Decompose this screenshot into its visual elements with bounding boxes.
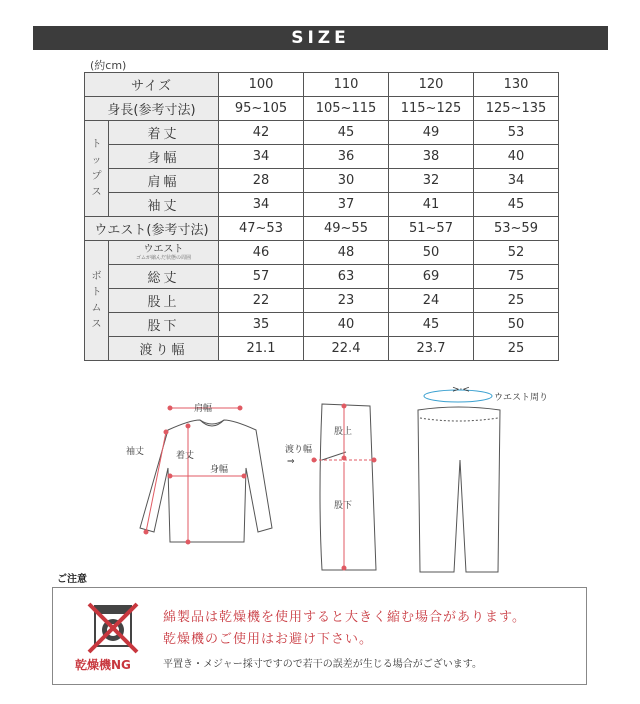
header-size-label: サイズ [85,73,219,97]
table-cell: 50 [474,313,559,337]
table-row [85,337,559,361]
waist-around-label: ウエスト周り [494,393,549,403]
table-cell: 53~59 [474,217,559,241]
row-label: 身幅 [109,145,219,169]
row-label: 渡り幅 [109,337,219,361]
table-row [85,313,559,337]
table-cell: 35 [219,313,304,337]
notice-title: ご注意 [57,574,87,585]
table-cell: 49~55 [304,217,389,241]
size-col: 130 [474,73,559,97]
notice-box [52,587,587,685]
size-col: 120 [389,73,474,97]
table-cell: 37 [304,193,389,217]
row-label: 総丈 [109,265,219,289]
leggings-illustration [418,390,500,572]
table-row [85,97,559,121]
table-cell: 40 [474,145,559,169]
table-cell: 41 [389,193,474,217]
table-cell: 25 [474,289,559,313]
table-cell: 105~115 [304,97,389,121]
rise-label: 股上 [334,427,353,437]
table-cell: 53 [474,121,559,145]
measurement-diagram [0,380,640,580]
shoulder-label: 肩幅 [194,404,213,414]
notice-line-2: 乾燥機のご使用はお避け下さい。 [163,632,374,647]
size-col: 100 [219,73,304,97]
bottoms-section-text: ボトムス [91,270,102,330]
table-row [85,73,559,97]
row-label: 着丈 [109,121,219,145]
table-cell: 52 [474,241,559,265]
table-row [85,145,559,169]
tops-section-label [85,121,109,217]
notice-line-1: 綿製品は乾燥機を使用すると大きく縮む場合があります。 [163,610,526,625]
ng-label: 乾燥機NG [75,658,131,672]
table-cell: 48 [304,241,389,265]
table-row [85,241,559,265]
row-label: 袖丈 [109,193,219,217]
inseam-label: 股下 [334,501,353,511]
table-cell: 46 [219,241,304,265]
table-cell: 34 [219,193,304,217]
table-cell: 51~57 [389,217,474,241]
table-cell: 47~53 [219,217,304,241]
table-cell: 49 [389,121,474,145]
table-cell: 25 [474,337,559,361]
table-cell: 22 [219,289,304,313]
table-row [85,121,559,145]
waist-note: ゴムが縮んだ状態の周囲 [135,255,191,261]
table-cell: 95~105 [219,97,304,121]
thigh-label: 渡り幅 [285,445,313,455]
table-cell: 23 [304,289,389,313]
chest-label: 身幅 [210,465,229,475]
table-cell: 45 [389,313,474,337]
table-row [85,289,559,313]
table-cell: 32 [389,169,474,193]
row-label: 股下 [109,313,219,337]
table-cell: 57 [219,265,304,289]
tops-section-text: トップス [91,138,102,198]
table-row [85,193,559,217]
table-row [85,217,559,241]
dryer-ng-icon [83,598,143,658]
table-cell: 125~135 [474,97,559,121]
shirt-measure-lines [144,406,246,544]
shirt-illustration [140,420,272,542]
table-cell: 50 [389,241,474,265]
table-cell: 38 [389,145,474,169]
height-label: 身長(参考寸法) [85,97,219,121]
table-cell: 21.1 [219,337,304,361]
size-col: 110 [304,73,389,97]
table-cell: 75 [474,265,559,289]
sleeve-label: 袖丈 [126,447,145,457]
unit-label: (約cm) [90,59,127,72]
page-title: SIZE [291,28,350,48]
row-label: 肩幅 [109,169,219,193]
table-cell: 42 [219,121,304,145]
waist-ref-label: ウエスト(参考寸法) [85,217,219,241]
table-cell: 36 [304,145,389,169]
table-cell: 45 [474,193,559,217]
title-bar [33,26,608,50]
table-cell: 22.4 [304,337,389,361]
table-cell: 63 [304,265,389,289]
table-cell: 45 [304,121,389,145]
table-row [85,169,559,193]
table-row [85,265,559,289]
table-cell: 69 [389,265,474,289]
table-cell: 24 [389,289,474,313]
row-label-waist [109,241,219,265]
table-cell: 40 [304,313,389,337]
notice-line-3: 平置き・メジャー採寸ですので若干の誤差が生じる場合がございます。 [163,659,482,670]
table-cell: 30 [304,169,389,193]
row-label: 股上 [109,289,219,313]
waist-arrow-icon: >·< [452,385,470,395]
thigh-arrow-icon: ⇒ [287,457,295,467]
length-label: 着丈 [176,451,195,461]
waist-label: ウエスト [143,244,184,255]
table-cell: 28 [219,169,304,193]
table-cell: 115~125 [389,97,474,121]
table-cell: 34 [474,169,559,193]
table-cell: 23.7 [389,337,474,361]
bottoms-section-label [85,241,109,361]
size-table [84,72,559,361]
table-cell: 34 [219,145,304,169]
